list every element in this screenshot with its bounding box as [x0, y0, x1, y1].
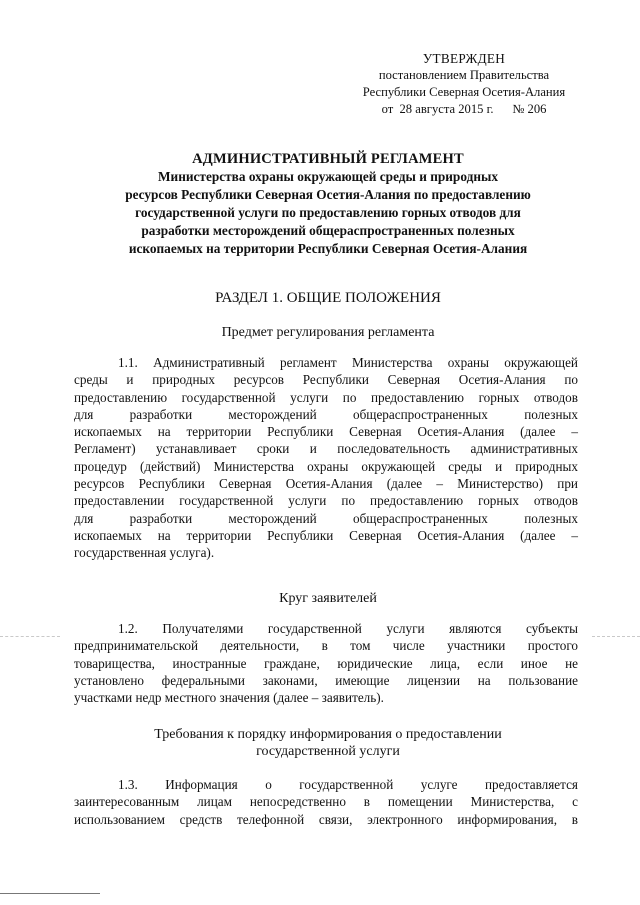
paragraph-line: ископаемых на территории Республики Северная Осетия-Алания (далее –: [74, 527, 578, 543]
scan-artifact-right: [592, 636, 640, 637]
approval-date-line: от 28 августа 2015 г. № 206: [381, 102, 547, 116]
paragraph-line: процедур (действий) Министерства охраны окружающей среды и природных: [74, 458, 578, 474]
document-title: [74, 150, 582, 258]
subsection-heading-subject: Предмет регулирования регламента: [221, 325, 435, 340]
paragraph-line: заинтересованным лицам непосредственно в помещении Министерства, с: [74, 794, 578, 810]
paragraph-line: 1.2. Получателями государственной услуги являются субъекты: [118, 621, 578, 636]
paragraph-line: для разработки месторождений общераспространенных полезных: [74, 510, 578, 526]
paragraph-line: товарищества, иностранные граждане, юридические лица, если иное не: [74, 655, 578, 671]
paragraph-1-3: [74, 776, 578, 828]
paragraph-line: предпринимательской деятельности, в том числе участники простого: [74, 638, 578, 654]
paragraph-line: предоставлению государственной услуги по предоставлению горных отводов: [74, 389, 578, 405]
title-main: АДМИНИСТРАТИВНЫЙ РЕГЛАМЕНТ: [192, 151, 464, 167]
title-line: государственной услуги по предоставлению горных отводов для: [135, 205, 521, 220]
paragraph-line: государственная услуга).: [74, 545, 215, 561]
title-line: ресурсов Республики Северная Осетия-Алания по предоставлению: [125, 187, 531, 202]
title-line: разработки месторождений общераспространенных полезных: [141, 223, 515, 238]
title-line: ископаемых на территории Республики Северная Осетия-Алания: [128, 241, 528, 256]
paragraph-1-1: [74, 354, 578, 562]
footnote-separator: [0, 893, 100, 894]
section-heading: РАЗДЕЛ 1. ОБЩИЕ ПОЛОЖЕНИЯ: [215, 290, 441, 306]
approval-line-2: Республики Северная Осетия-Алания: [362, 85, 566, 99]
paragraph-line: предоставлении государственной услуги по предоставлению горных отводов: [74, 493, 578, 509]
paragraph-line: участками недр местного значения (далее – заявитель).: [74, 690, 384, 706]
paragraph-line: ископаемых на территории Республики Северная Осетия-Алания (далее –: [74, 424, 578, 440]
subsection-heading-info-line-1: Требования к порядку информирования о предоставлении: [154, 727, 502, 742]
paragraph-line: Регламент) устанавливает сроки и последовательность административных: [74, 441, 578, 457]
paragraph-line: для разработки месторождений общераспространенных полезных: [74, 406, 578, 422]
approval-heading: УТВЕРЖДЕН: [422, 51, 506, 66]
paragraph-line: 1.3. Информация о государственной услуге предоставляется: [118, 777, 578, 792]
subsection-heading-applicants: Круг заявителей: [279, 591, 377, 606]
paragraph-line: установлено федеральными законами, имеющие лицензии на пользование: [74, 672, 578, 688]
title-line: Министерства охраны окружающей среды и природных: [157, 169, 499, 184]
approval-stamp: [348, 50, 580, 118]
approval-line-1: постановлением Правительства: [378, 68, 550, 82]
paragraph-line: использованием средств телефонной связи, электронного информирования, в: [74, 811, 578, 827]
paragraph-line: ресурсов Республики Северная Осетия-Алания (далее – Министерство) при: [74, 476, 578, 492]
scan-artifact-left: [0, 636, 60, 637]
subsection-heading-info-line-2: государственной услуги: [256, 744, 400, 759]
paragraph-line: 1.1. Административный регламент Министерства охраны окружающей: [118, 355, 578, 370]
paragraph-1-2: [74, 620, 578, 706]
paragraph-line: среды и природных ресурсов Республики Северная Осетия-Алания по: [74, 372, 578, 388]
